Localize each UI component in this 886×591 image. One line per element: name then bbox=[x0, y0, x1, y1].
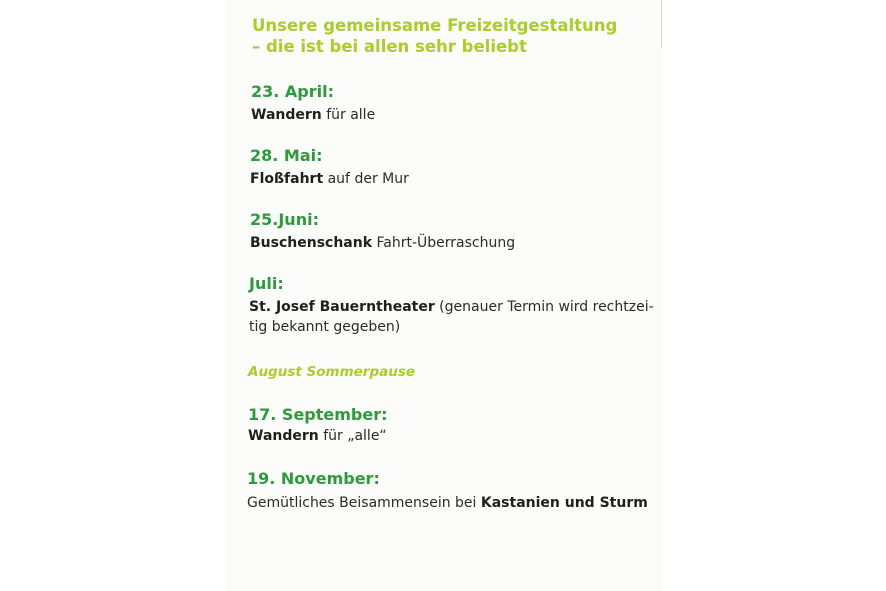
event-september bbox=[248, 405, 658, 446]
event-detail: Gemütliches Beisammensein bei bbox=[247, 495, 481, 511]
event-june bbox=[250, 210, 660, 253]
event-activity: Wandern bbox=[251, 107, 322, 123]
event-description bbox=[249, 297, 659, 337]
page-edge-divider bbox=[661, 0, 662, 48]
event-activity: St. Josef Bauerntheater bbox=[249, 299, 435, 315]
event-detail: auf der Mur bbox=[323, 171, 409, 187]
event-date: 17. September: bbox=[248, 405, 388, 424]
event-date: 23. April: bbox=[251, 82, 335, 101]
event-november bbox=[247, 469, 657, 513]
heading-line-2: – die ist bei allen sehr beliebt bbox=[252, 37, 527, 56]
event-description bbox=[247, 493, 657, 513]
event-date: Juli: bbox=[249, 274, 284, 293]
event-description bbox=[250, 233, 660, 253]
event-may bbox=[250, 146, 660, 189]
event-detail-continued: tig bekannt gegeben) bbox=[249, 319, 401, 335]
event-description bbox=[251, 105, 661, 125]
event-date: 19. November: bbox=[247, 469, 380, 488]
event-activity: Floßfahrt bbox=[250, 171, 324, 187]
event-description bbox=[250, 169, 660, 189]
event-april bbox=[251, 82, 661, 125]
event-july bbox=[249, 274, 659, 337]
event-activity: Buschenschank bbox=[250, 235, 373, 251]
event-detail: (genauer Termin wird rechtzei- bbox=[434, 299, 654, 315]
event-detail: Fahrt-Überraschung bbox=[372, 235, 516, 251]
event-activity: Kastanien und Sturm bbox=[480, 495, 648, 511]
event-date: 25.Juni: bbox=[250, 210, 319, 229]
event-activity: Wandern bbox=[248, 428, 319, 444]
heading-line-1: Unsere gemeinsame Freizeitgestaltung bbox=[252, 16, 618, 35]
summer-break-note: August Sommerpause bbox=[248, 364, 416, 380]
event-description bbox=[248, 426, 658, 446]
event-detail: für „alle“ bbox=[318, 428, 387, 444]
event-detail: für alle bbox=[321, 107, 376, 123]
event-date: 28. Mai: bbox=[250, 146, 323, 165]
section-heading bbox=[252, 15, 652, 57]
